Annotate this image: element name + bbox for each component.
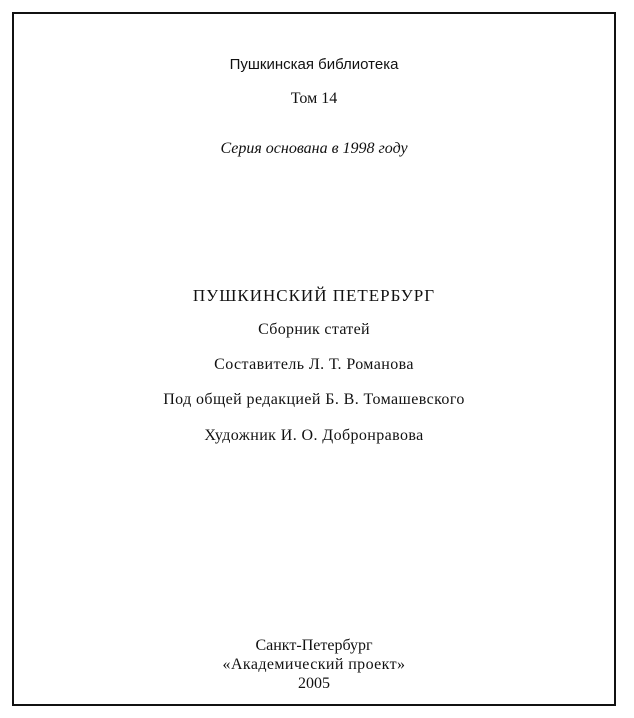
imprint-year: 2005 (298, 675, 330, 692)
editor-credit: Под общей редакцией Б. В. Томашевского (163, 391, 465, 408)
series-founded-note: Серия основана в 1998 году (220, 140, 408, 157)
book-subtitle: Сборник статей (258, 321, 370, 338)
book-title: ПУШКИНСКИЙ ПЕТЕРБУРГ (192, 286, 436, 305)
volume-number: Том 14 (290, 90, 338, 107)
artist-credit: Художник И. О. Добронравова (204, 427, 424, 444)
compiler-credit: Составитель Л. Т. Романова (214, 356, 414, 373)
imprint-publisher: «Академический проект» (222, 656, 406, 673)
series-name: Пушкинская библиотека (229, 56, 399, 73)
imprint-city: Санкт-Петербург (255, 637, 373, 654)
title-page-frame (12, 12, 616, 706)
